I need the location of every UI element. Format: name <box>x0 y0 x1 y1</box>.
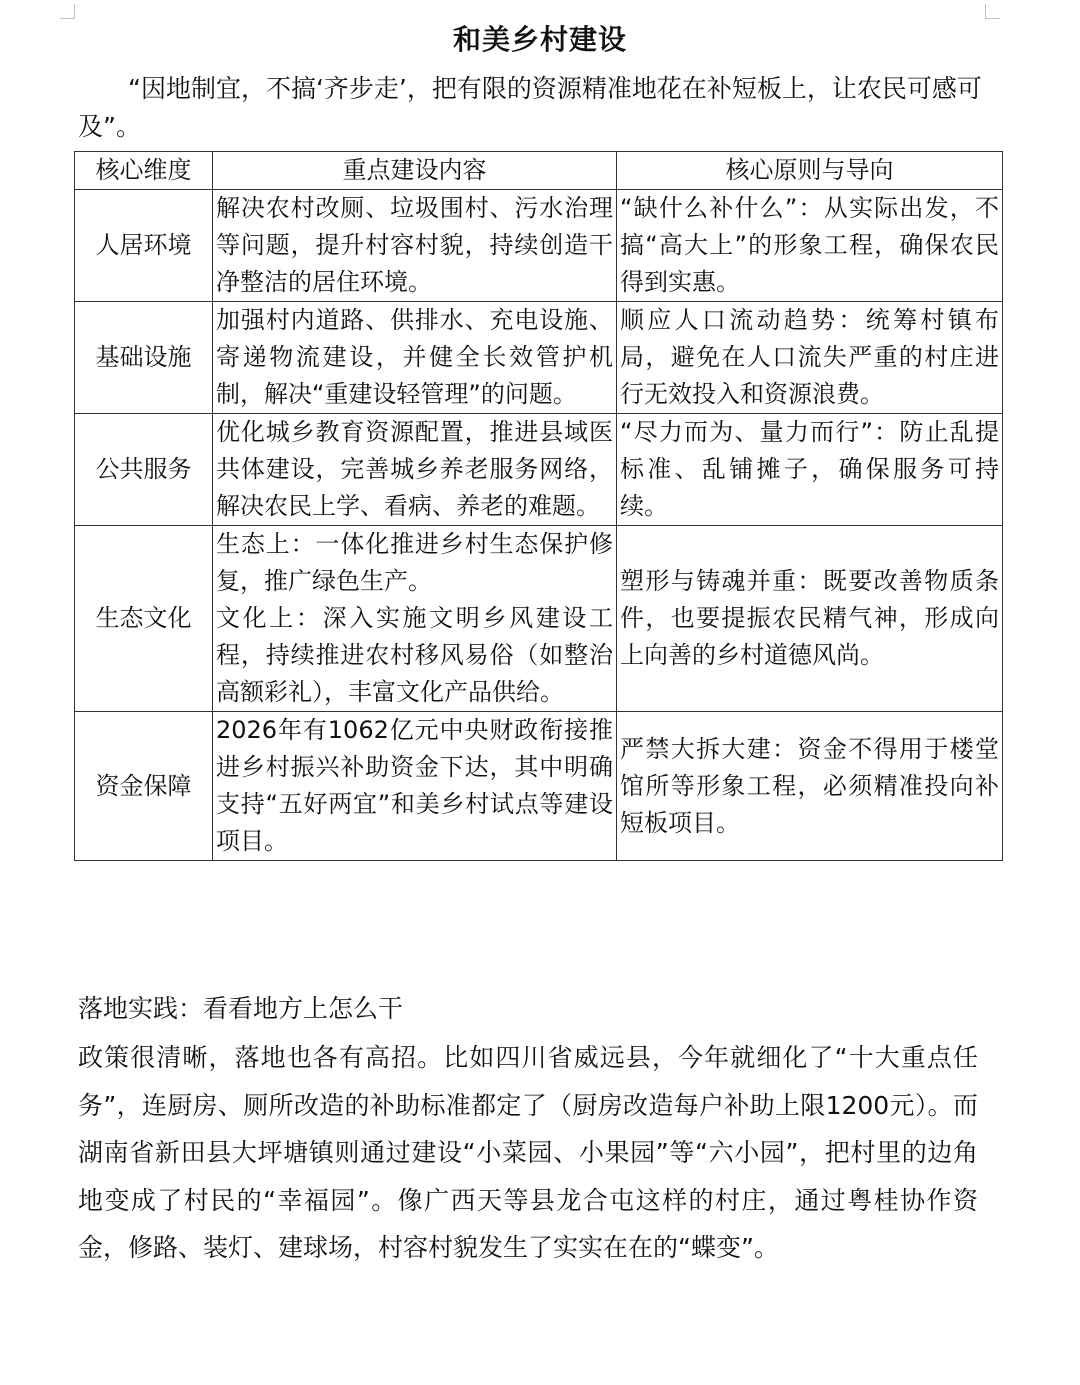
row-principle: 塑形与铸魂并重：既要改善物质条件，也要提振农民精气神，形成向上向善的乡村道德风尚。 <box>617 526 1003 712</box>
row-principle: “缺什么补什么”：从实际出发，不搞“高大上”的形象工程，确保农民得到实惠。 <box>617 190 1003 302</box>
table-row <box>75 190 1003 302</box>
intro-quote: “因地制宜，不搞‘齐步走’，把有限的资源精准地花在补短板上，让农民可感可及”。 <box>78 74 982 141</box>
table-row <box>75 302 1003 414</box>
document-title: 和美乡村建设 <box>452 23 627 56</box>
table-header-row <box>75 152 1003 190</box>
row-dimension: 基础设施 <box>75 302 213 414</box>
row-dimension: 生态文化 <box>75 526 213 712</box>
row-content-paragraph: 生态上：一体化推进乡村生态保护修复，推广绿色生产。 <box>216 530 613 595</box>
row-content-paragraph: 解决农村改厕、垃圾围村、污水治理等问题，提升村容村貌，持续创造干净整洁的居住环境。 <box>216 194 613 296</box>
page-corner-mark-right <box>985 4 1000 19</box>
row-content-paragraph: 加强村内道路、供排水、充电设施、寄递物流建设，并健全长效管护机制，解决“重建设轻管理”的问题。 <box>216 306 613 408</box>
row-principle: “尽力而为、量力而行”：防止乱提标准、乱铺摊子，确保服务可持续。 <box>617 414 1003 526</box>
row-content <box>213 190 617 302</box>
row-principle: 严禁大拆大建：资金不得用于楼堂馆所等形象工程，必须精准投向补短板项目。 <box>617 712 1003 861</box>
practice-paragraph: 政策很清晰，落地也各有高招。比如四川省威远县，今年就细化了“十大重点任务”，连厨房、厕所改造的补助标准都定了（厨房改造每户补助上限1200元）。而湖南省新田县大坪塘镇则通过建设“小菜园、小果园”等“六小园”，把村里的边角地变成了村民的“幸福园”。像广西天等县龙合屯这样的村庄，通过粤桂协作资金，修路、装灯、建球场，村容村貌发生了实实在在的“蝶变”。 <box>78 1043 978 1262</box>
table-row <box>75 526 1003 712</box>
row-content-paragraph: 优化城乡教育资源配置，推进县域医共体建设，完善城乡养老服务网络，解决农民上学、看病、养老的难题。 <box>216 418 613 520</box>
row-dimension: 公共服务 <box>75 414 213 526</box>
row-content <box>213 526 617 712</box>
page-corner-mark-left <box>60 4 75 19</box>
practice-heading: 落地实践：看看地方上怎么干 <box>78 994 404 1023</box>
header-dimension: 核心维度 <box>75 152 213 190</box>
row-dimension: 资金保障 <box>75 712 213 861</box>
row-content <box>213 414 617 526</box>
row-content <box>213 302 617 414</box>
header-principle: 核心原则与导向 <box>617 152 1003 190</box>
row-content <box>213 712 617 861</box>
row-content-paragraph: 2026年有1062亿元中央财政衔接推进乡村振兴补助资金下达，其中明确支持“五好两宜”和美乡村试点等建设项目。 <box>216 716 613 855</box>
header-content: 重点建设内容 <box>213 152 617 190</box>
table-row <box>75 414 1003 526</box>
table-row <box>75 712 1003 861</box>
row-dimension: 人居环境 <box>75 190 213 302</box>
row-principle: 顺应人口流动趋势：统筹村镇布局，避免在人口流失严重的村庄进行无效投入和资源浪费。 <box>617 302 1003 414</box>
row-content-paragraph: 文化上：深入实施文明乡风建设工程，持续推进农村移风易俗（如整治高额彩礼），丰富文化产品供给。 <box>216 604 613 706</box>
construction-table <box>74 151 1003 861</box>
